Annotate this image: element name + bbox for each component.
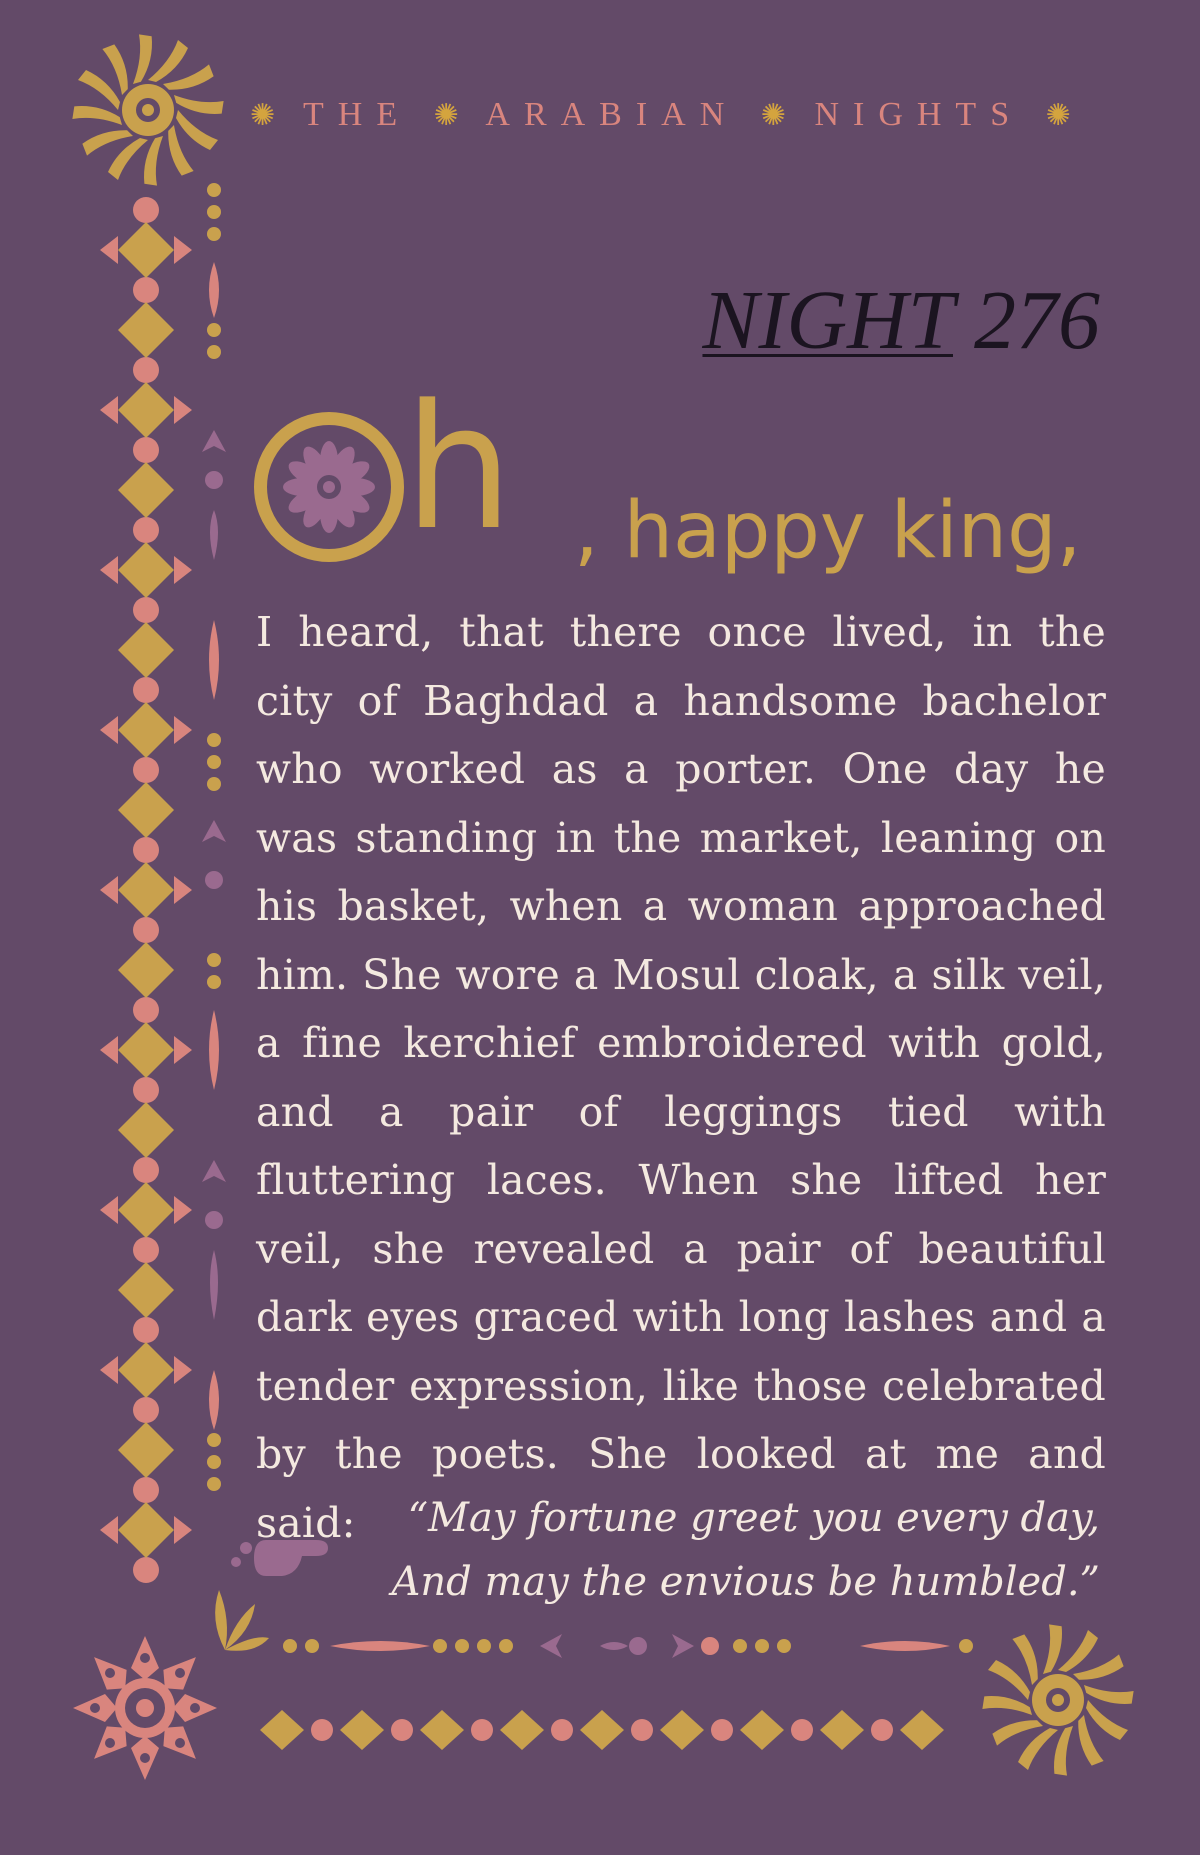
header-word-3: NIGHTS [814, 96, 1024, 133]
bottom-chain-border [215, 1590, 973, 1750]
daisy-flower-icon: ✺ [250, 99, 282, 132]
opening-rest: , happy king, [574, 486, 1082, 576]
story-paragraph [256, 598, 1106, 1557]
night-word: NIGHT [702, 274, 953, 367]
sun-rosette-icon [67, 29, 228, 190]
daisy-flower-icon [267, 425, 391, 549]
night-number: 276 [974, 274, 1100, 367]
left-chain-border [100, 197, 192, 1583]
header-word-2: ARABIAN [485, 96, 739, 133]
opening-first-word: h [404, 367, 514, 568]
daisy-flower-icon: ✺ [760, 99, 792, 132]
header-word-1: THE [303, 96, 412, 133]
poem-line-1: “May fortune greet you every day, [407, 1495, 1100, 1541]
daisy-flower-icon: ✺ [1045, 99, 1077, 132]
inner-column-ornaments [202, 183, 226, 1491]
night-title [702, 272, 1100, 369]
series-header [250, 96, 1100, 134]
story-text: I heard, that there once lived, in the city of Baghdad a handsome bachelor who worked as a porter. One day he was standing in the market, leaning on his basket, when a woman approached him. She wore a Mosul cloak, a silk veil, a fine kerchief embroidered with gold, and a pair of leggings tied with fluttering laces. When she lifted her veil, she revealed a pair of beautiful dark eyes graced with long lashes and a tender expression, like those celebrated by the poets. She looked at me and said: [256, 608, 1106, 1547]
sun-rosette-icon [977, 1619, 1138, 1780]
opening-line [254, 367, 1114, 600]
poem-verse [330, 1486, 1100, 1614]
daisy-flower-icon: ✺ [433, 99, 465, 132]
dropcap-flower-o [254, 412, 404, 562]
snowflake-rosette-icon [73, 1636, 217, 1780]
poem-line-2: And may the envious be humbled.” [391, 1559, 1100, 1605]
